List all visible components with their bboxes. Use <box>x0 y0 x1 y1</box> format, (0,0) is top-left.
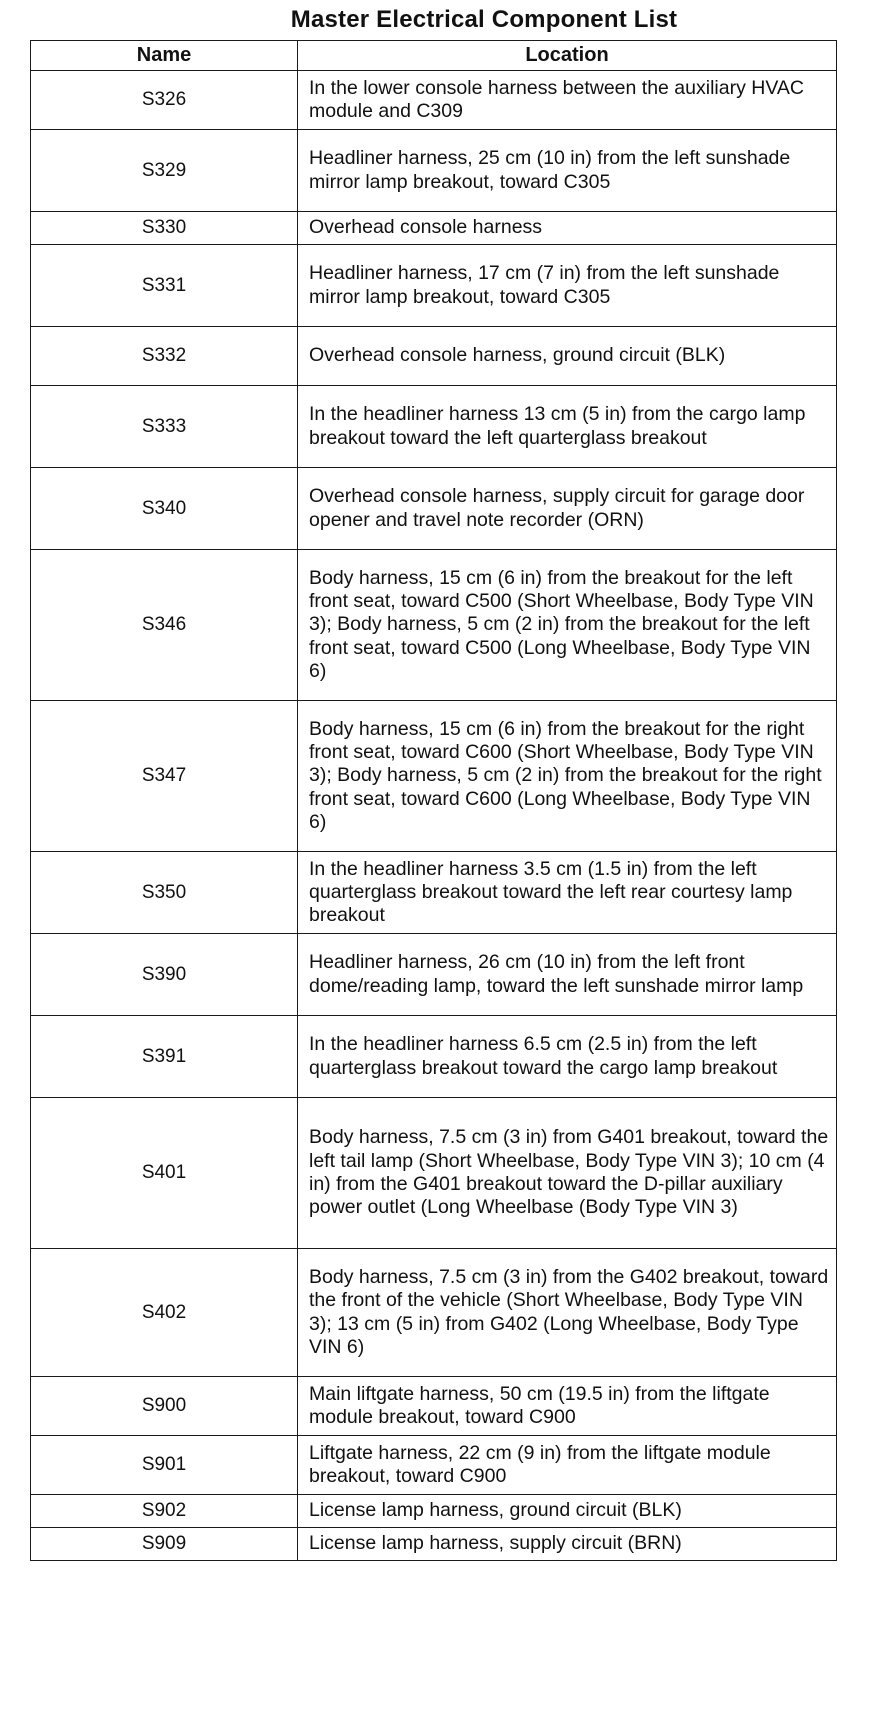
table-row <box>31 327 837 386</box>
component-location: Body harness, 7.5 cm (3 in) from the G402 breakout, toward the front of the vehicle (Short Wheelbase, Body Type VIN 3); 13 cm (5 in) from G402 (Long Wheelbase, Body Type VIN 6) <box>298 1249 837 1377</box>
component-name: S332 <box>31 327 298 386</box>
page-title: Master Electrical Component List <box>290 6 678 33</box>
component-location: Overhead console harness, supply circuit for garage door opener and travel note recorder (ORN) <box>298 468 837 550</box>
component-name: S347 <box>31 701 298 852</box>
component-location: Main liftgate harness, 50 cm (19.5 in) from the liftgate module breakout, toward C900 <box>298 1377 837 1436</box>
table-row <box>31 934 837 1016</box>
component-location: License lamp harness, ground circuit (BLK) <box>298 1495 837 1528</box>
component-table <box>30 40 837 1561</box>
component-name: S329 <box>31 130 298 212</box>
component-location: Liftgate harness, 22 cm (9 in) from the liftgate module breakout, toward C900 <box>298 1436 837 1495</box>
table-row <box>31 1528 837 1561</box>
component-location: Headliner harness, 26 cm (10 in) from the left front dome/reading lamp, toward the left sunshade mirror lamp <box>298 934 837 1016</box>
component-name: S900 <box>31 1377 298 1436</box>
table-row <box>31 130 837 212</box>
component-name: S331 <box>31 245 298 327</box>
table-row <box>31 71 837 130</box>
table-row <box>31 386 837 468</box>
table-row <box>31 701 837 852</box>
component-location: Overhead console harness <box>298 212 837 245</box>
component-name: S401 <box>31 1098 298 1249</box>
component-name: S326 <box>31 71 298 130</box>
component-name: S340 <box>31 468 298 550</box>
table-row <box>31 1495 837 1528</box>
table-row <box>31 245 837 327</box>
component-location: Headliner harness, 17 cm (7 in) from the left sunshade mirror lamp breakout, toward C305 <box>298 245 837 327</box>
table-row <box>31 1098 837 1249</box>
component-name: S391 <box>31 1016 298 1098</box>
component-location: Body harness, 15 cm (6 in) from the breakout for the right front seat, toward C600 (Short Wheelbase, Body Type VIN 3); Body harness, 5 cm (2 in) from the breakout for the right front seat, toward C600 (Long Wheelbase, Body Type VIN 6) <box>298 701 837 852</box>
table-row <box>31 1377 837 1436</box>
component-name: S390 <box>31 934 298 1016</box>
component-location: In the headliner harness 3.5 cm (1.5 in) from the left quarterglass breakout toward the left rear courtesy lamp breakout <box>298 852 837 934</box>
component-location: In the headliner harness 6.5 cm (2.5 in) from the left quarterglass breakout toward the cargo lamp breakout <box>298 1016 837 1098</box>
component-location: License lamp harness, supply circuit (BRN) <box>298 1528 837 1561</box>
column-header-location: Location <box>298 41 837 71</box>
component-name: S333 <box>31 386 298 468</box>
table-row <box>31 550 837 701</box>
table-row <box>31 212 837 245</box>
table-row <box>31 1016 837 1098</box>
component-location: Headliner harness, 25 cm (10 in) from the left sunshade mirror lamp breakout, toward C305 <box>298 130 837 212</box>
component-location: Body harness, 7.5 cm (3 in) from G401 breakout, toward the left tail lamp (Short Wheelbase, Body Type VIN 3); 10 cm (4 in) from the G401 breakout toward the D-pillar auxiliary power outlet (Long Wheelbase (Body Type VIN 3) <box>298 1098 837 1249</box>
table-header-row <box>31 41 837 71</box>
table-row <box>31 852 837 934</box>
component-name: S901 <box>31 1436 298 1495</box>
table-row <box>31 1249 837 1377</box>
table-row <box>31 1436 837 1495</box>
table-row <box>31 468 837 550</box>
component-location: In the headliner harness 13 cm (5 in) from the cargo lamp breakout toward the left quarterglass breakout <box>298 386 837 468</box>
component-name: S330 <box>31 212 298 245</box>
component-name: S346 <box>31 550 298 701</box>
component-location: Body harness, 15 cm (6 in) from the breakout for the left front seat, toward C500 (Short Wheelbase, Body Type VIN 3); Body harness, 5 cm (2 in) from the breakout for the left front seat, toward C500 (Long Wheelbase, Body Type VIN 6) <box>298 550 837 701</box>
component-name: S909 <box>31 1528 298 1561</box>
component-name: S402 <box>31 1249 298 1377</box>
component-name: S902 <box>31 1495 298 1528</box>
component-name: S350 <box>31 852 298 934</box>
component-location: In the lower console harness between the auxiliary HVAC module and C309 <box>298 71 837 130</box>
component-location: Overhead console harness, ground circuit (BLK) <box>298 327 837 386</box>
column-header-name: Name <box>31 41 298 71</box>
